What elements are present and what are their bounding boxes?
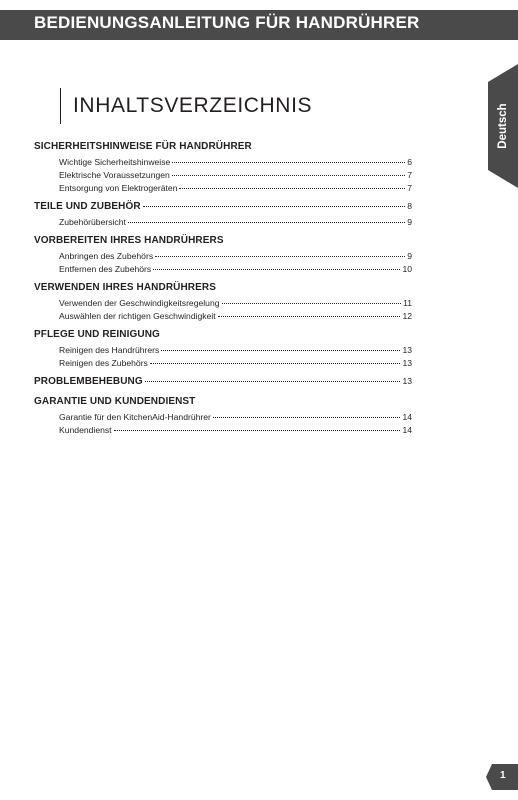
toc-section-heading[interactable] bbox=[34, 141, 412, 156]
toc-section bbox=[34, 376, 412, 391]
toc-entry-label: Entfernen des Zubehörs bbox=[59, 264, 152, 274]
toc-title: INHALTSVERZEICHNIS bbox=[73, 94, 313, 117]
table-of-contents bbox=[34, 141, 412, 443]
dot-leader bbox=[155, 256, 405, 257]
toc-entry[interactable] bbox=[34, 157, 412, 170]
toc-page-number: 6 bbox=[407, 157, 412, 167]
toc-section-title: GARANTIE UND KUNDENDIENST bbox=[34, 396, 196, 407]
toc-section bbox=[34, 396, 412, 438]
toc-page-number: 10 bbox=[402, 264, 412, 274]
toc-section-title: TEILE UND ZUBEHÖR bbox=[34, 201, 141, 212]
toc-entry[interactable] bbox=[34, 298, 412, 311]
dot-leader bbox=[172, 175, 405, 176]
toc-heading bbox=[60, 88, 312, 124]
toc-section-heading[interactable] bbox=[34, 201, 412, 216]
toc-entry-label: Verwenden der Geschwindigkeitsregelung bbox=[59, 298, 220, 308]
toc-page-number: 13 bbox=[402, 376, 412, 386]
toc-entry[interactable] bbox=[34, 170, 412, 183]
toc-entry-label: Garantie für den KitchenAid-Handrührer bbox=[59, 412, 211, 422]
dot-leader bbox=[172, 162, 405, 163]
toc-section-title: PROBLEMBEHEBUNG bbox=[34, 376, 143, 387]
toc-section bbox=[34, 235, 412, 277]
toc-section-heading[interactable] bbox=[34, 282, 412, 297]
toc-section bbox=[34, 329, 412, 371]
toc-page-number: 9 bbox=[407, 251, 412, 261]
toc-entry-label: Zubehörübersicht bbox=[59, 217, 126, 227]
toc-section-title: SICHERHEITSHINWEISE FÜR HANDRÜHRER bbox=[34, 141, 252, 152]
toc-entry[interactable] bbox=[34, 251, 412, 264]
toc-page-number: 7 bbox=[407, 170, 412, 180]
toc-section-title: VERWENDEN IHRES HANDRÜHRERS bbox=[34, 282, 216, 293]
dot-leader bbox=[143, 206, 406, 207]
toc-page-number: 14 bbox=[402, 425, 412, 435]
toc-section-title: PFLEGE UND REINIGUNG bbox=[34, 329, 160, 340]
toc-page-number: 11 bbox=[403, 298, 412, 308]
toc-entry-label: Entsorgung von Elektrogeräten bbox=[59, 183, 178, 193]
language-tab-label: Deutsch bbox=[497, 103, 509, 149]
toc-entry[interactable] bbox=[34, 183, 412, 196]
toc-page-number: 12 bbox=[402, 311, 412, 321]
toc-entry[interactable] bbox=[34, 217, 412, 230]
dot-leader bbox=[213, 417, 401, 418]
toc-section-heading[interactable] bbox=[34, 329, 412, 344]
toc-section bbox=[34, 141, 412, 196]
toc-entry[interactable] bbox=[34, 412, 412, 425]
dot-leader bbox=[128, 222, 405, 223]
toc-entry[interactable] bbox=[34, 264, 412, 277]
toc-entry-label: Elektrische Voraussetzungen bbox=[59, 170, 170, 180]
toc-entry[interactable] bbox=[34, 425, 412, 438]
dot-leader bbox=[145, 381, 401, 382]
document-title: BEDIENUNGSANLEITUNG FÜR HANDRÜHRER bbox=[34, 13, 420, 32]
toc-entry-label: Anbringen des Zubehörs bbox=[59, 251, 154, 261]
toc-section-heading[interactable] bbox=[34, 235, 412, 250]
toc-section bbox=[34, 201, 412, 230]
language-tab bbox=[488, 64, 518, 188]
dot-leader bbox=[153, 269, 400, 270]
toc-page-number: 8 bbox=[407, 201, 412, 211]
toc-page-number: 13 bbox=[402, 345, 412, 355]
toc-page-number: 7 bbox=[407, 183, 412, 193]
toc-entry-label: Reinigen des Handrührers bbox=[59, 345, 160, 355]
page-number-tab bbox=[486, 764, 518, 790]
toc-entry[interactable] bbox=[34, 345, 412, 358]
dot-leader bbox=[161, 350, 400, 351]
toc-entry-label: Kundendienst bbox=[59, 425, 112, 435]
toc-section-heading[interactable] bbox=[34, 376, 412, 391]
dot-leader bbox=[179, 188, 405, 189]
toc-page-number: 9 bbox=[407, 217, 412, 227]
dot-leader bbox=[150, 363, 401, 364]
toc-entry[interactable] bbox=[34, 358, 412, 371]
toc-page-number: 14 bbox=[402, 412, 412, 422]
toc-entry-label: Wichtige Sicherheitshinweise bbox=[59, 157, 171, 167]
toc-entry-label: Auswählen der richtigen Geschwindigkeit bbox=[59, 311, 216, 321]
dot-leader bbox=[222, 303, 402, 304]
toc-entry[interactable] bbox=[34, 311, 412, 324]
page-number: 1 bbox=[500, 770, 506, 781]
toc-page-number: 13 bbox=[402, 358, 412, 368]
toc-section-title: VORBEREITEN IHRES HANDRÜHRERS bbox=[34, 235, 224, 246]
toc-section bbox=[34, 282, 412, 324]
dot-leader bbox=[114, 430, 401, 431]
toc-section-heading[interactable] bbox=[34, 396, 412, 411]
toc-entry-label: Reinigen des Zubehörs bbox=[59, 358, 148, 368]
header-bar bbox=[0, 10, 518, 40]
dot-leader bbox=[218, 316, 401, 317]
